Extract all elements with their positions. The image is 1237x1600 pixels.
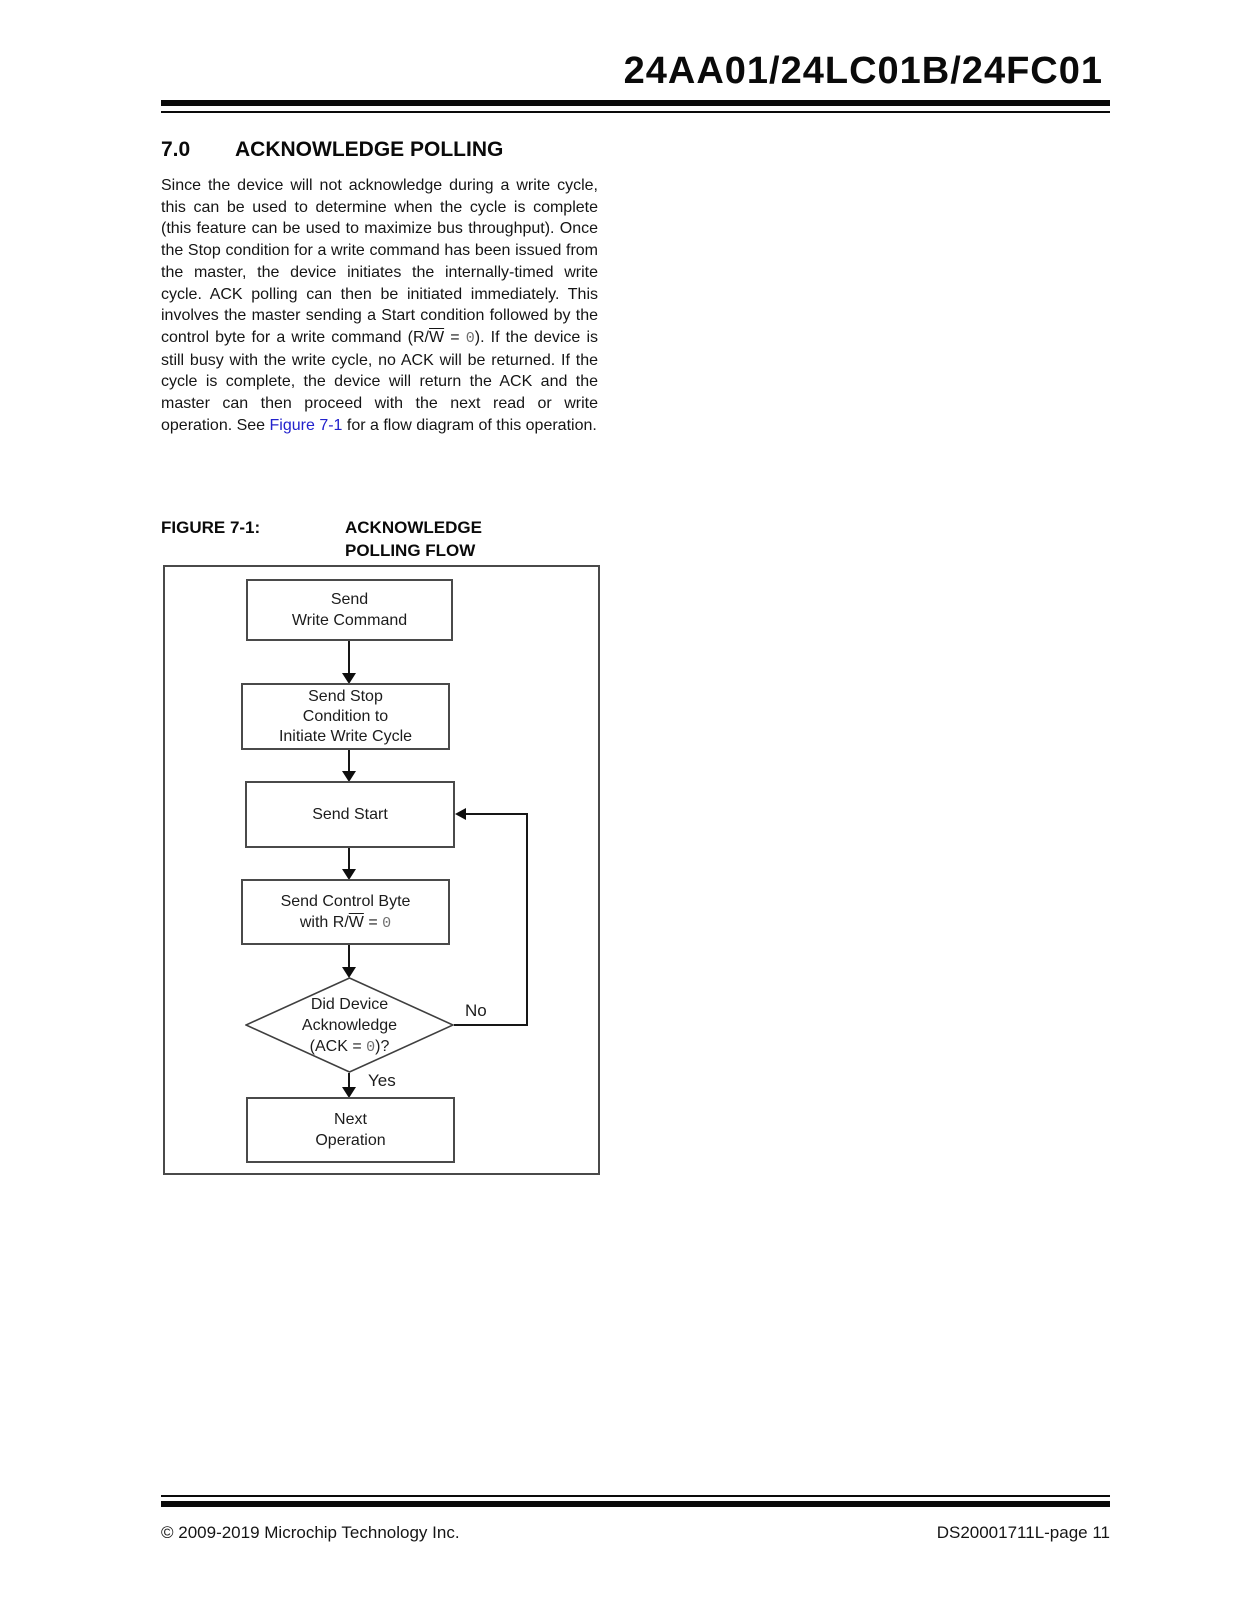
flow-step-text: Send Control Byte [280, 892, 411, 910]
flow-connector [348, 641, 350, 674]
figure-label: FIGURE 7-1: [161, 518, 261, 537]
footer-copyright: © 2009-2019 Microchip Technology Inc. [161, 1523, 460, 1542]
flow-step-text: )? [375, 1038, 390, 1055]
yes-label: Yes [368, 1071, 396, 1090]
flow-connector [348, 1073, 350, 1088]
flow-step-text [310, 1038, 390, 1055]
figure-title-line1: ACKNOWLEDGE [345, 518, 482, 537]
flow-step-next-operation [246, 1097, 455, 1163]
flow-step-text: Did Device [310, 996, 389, 1013]
body-paragraph [161, 175, 598, 436]
rw-overline-w: $\overline{W}$ [429, 328, 445, 346]
footer-rule-thin [161, 1495, 1110, 1497]
decision-text [245, 994, 454, 1058]
no-label: No [465, 1001, 487, 1020]
flow-step-text: Next [334, 1111, 367, 1128]
flow-step-send-stop-condition [241, 683, 450, 750]
header-rule-thick [161, 100, 1110, 106]
literal-zero: 0 [382, 914, 392, 932]
paragraph-text: Since the device will not acknowledge during a write cycle, this can be used to determine when the cycle is complete (this feature can be used to maximize bus throughput). Once the Stop condition for a write command has been issued from the master, the device initiates the internally-timed write cycle. ACK polling can then be initiated immediately. This involves the master sending a Start condition followed by the control byte for a write command (R/ [161, 177, 598, 346]
flow-step-text: Send Stop [308, 687, 383, 705]
flow-step-text: Send Start [312, 806, 388, 823]
section-heading [161, 138, 503, 162]
no-branch-line [454, 1024, 528, 1026]
footer-doc-page: DS20001711L-page 11 [936, 1523, 1110, 1542]
document-title: 24AA01/24LC01B/24FC01 [623, 50, 1103, 92]
flow-step-send-write-command [246, 579, 453, 641]
flow-connector [348, 750, 350, 772]
figure-title [345, 516, 482, 562]
flow-connector [348, 945, 350, 968]
flow-step-text: Operation [315, 1132, 386, 1149]
footer-rule-thick [161, 1501, 1110, 1507]
no-branch-line [465, 813, 528, 815]
flow-step-text: Acknowledge [301, 1017, 398, 1034]
flow-step-text: = [363, 913, 383, 931]
flow-step-send-control-byte [241, 879, 450, 945]
flow-step-send-start [245, 781, 455, 848]
figure-7-1-link[interactable]: Figure 7-1 [269, 416, 343, 434]
flow-step-text: Initiate Write Cycle [278, 727, 413, 745]
paragraph-text: = [444, 328, 466, 346]
flow-connector [348, 848, 350, 870]
flow-step-text [300, 912, 391, 934]
figure-frame [163, 565, 600, 1175]
header-rule-thin [161, 111, 1110, 113]
literal-zero: 0 [366, 1039, 376, 1056]
literal-zero: 0 [465, 329, 475, 347]
flow-step-text: (ACK = [309, 1038, 367, 1055]
arrow-left-icon [455, 808, 466, 820]
flow-step-text: with R/ [299, 913, 349, 931]
paragraph-text: for a flow diagram of this operation. [342, 416, 597, 434]
section-number: 7.0 [161, 138, 191, 161]
rw-overline-w: $\overline{W}$ [348, 913, 364, 931]
flow-step-text: Condition to [302, 707, 389, 725]
section-title: ACKNOWLEDGE POLLING [235, 138, 504, 161]
figure-title-line2: POLLING FLOW [345, 541, 476, 560]
flow-step-text: Write Command [291, 612, 408, 629]
paragraph-text: ). If the device is still busy with the write cycle, no ACK will be returned. If the cycle is complete, the device will return the ACK and the master can then proceed with the next read or write operation. See [161, 328, 598, 434]
no-branch-line [526, 813, 528, 1026]
flow-step-text: Send [330, 591, 369, 608]
